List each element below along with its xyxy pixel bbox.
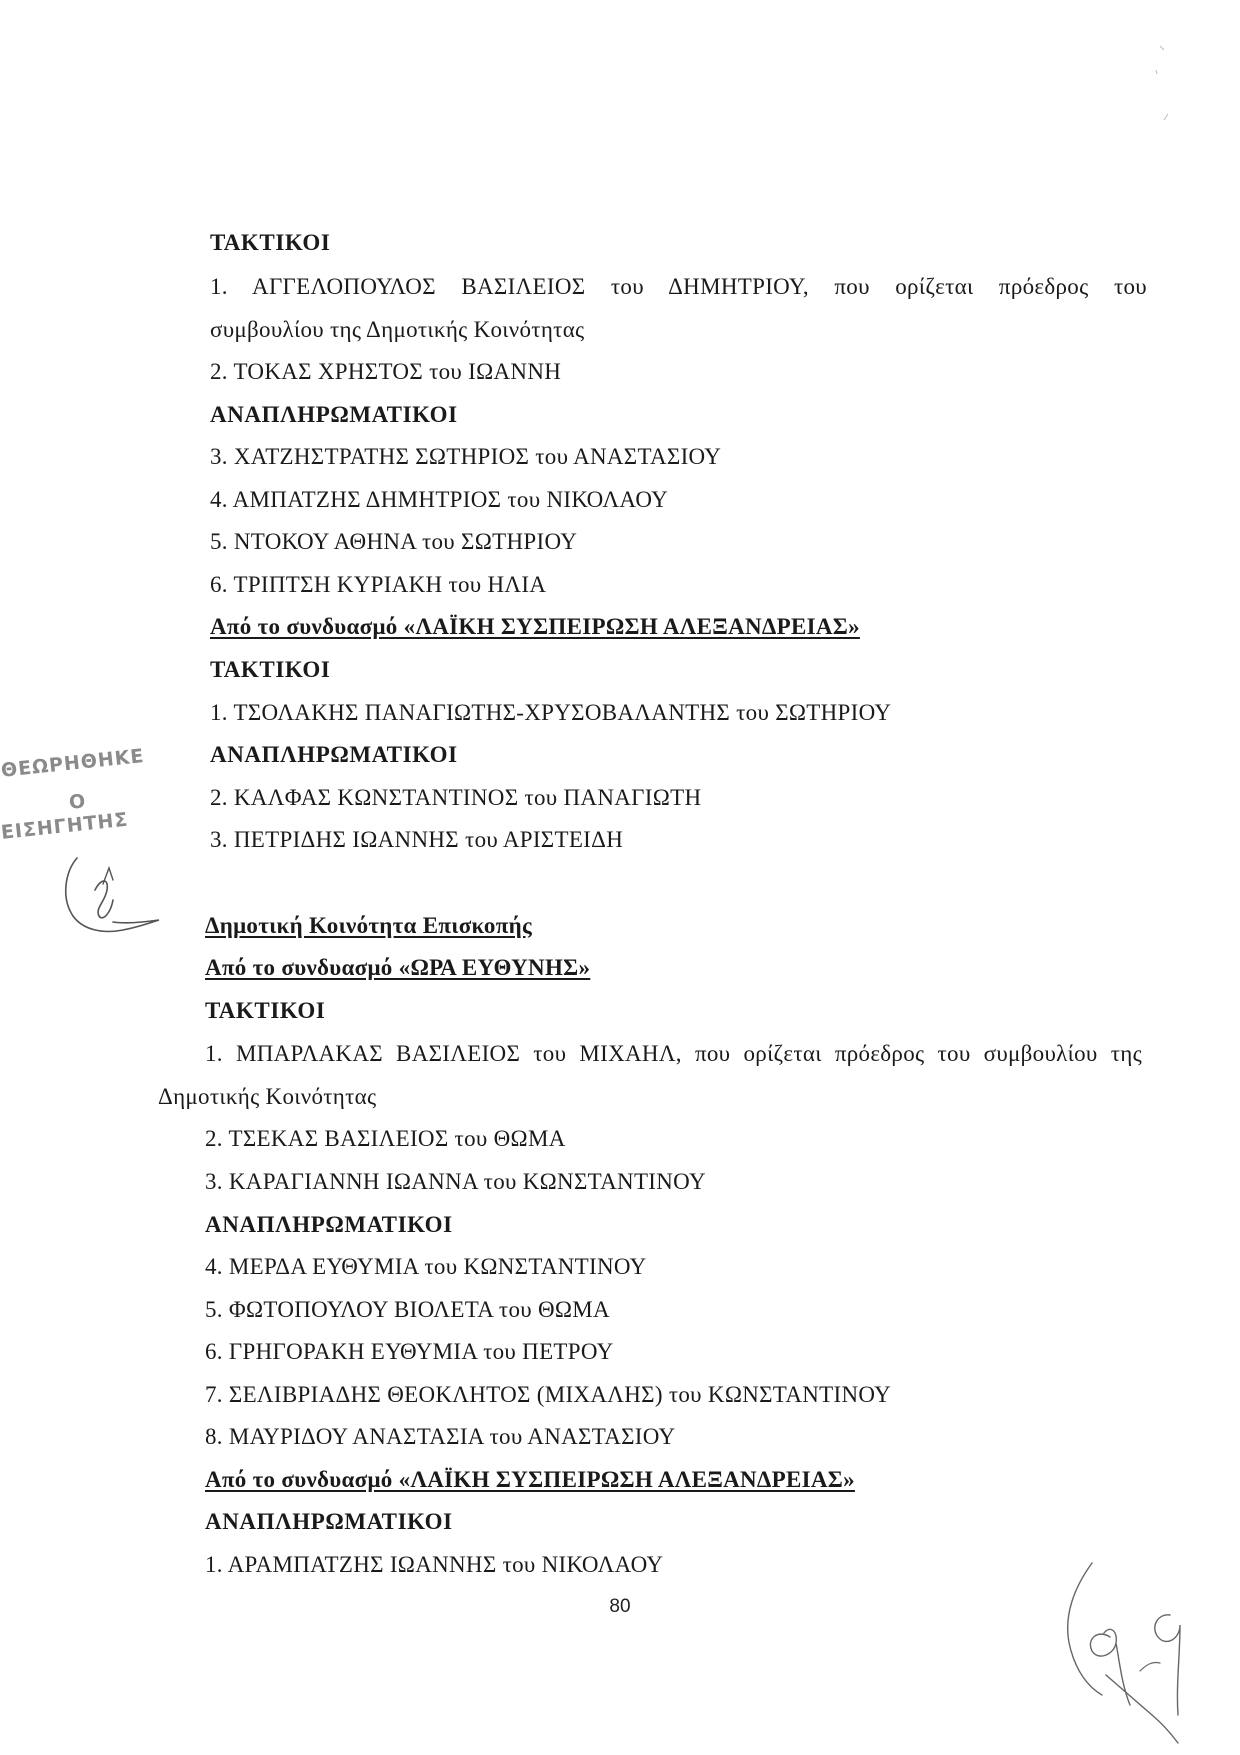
list-item-continuation: Δημοτικής Κοινότητας: [158, 1084, 377, 1109]
list-item: 2. ΚΑΛΦΑΣ ΚΩΝΣΤΑΝΤΙΝΟΣ του ΠΑΝΑΓΙΩΤΗ: [210, 785, 702, 810]
list-item: 3. ΚΑΡΑΓΙΑΝΝΗ ΙΩΑΝΝΑ του ΚΩΝΣΤΑΝΤΙΝΟΥ: [205, 1169, 706, 1194]
community-heading: Δημοτική Κοινότητα Επισκοπής: [205, 913, 532, 938]
scan-marks-icon: [1150, 40, 1180, 130]
list-item: 4. ΑΜΠΑΤΖΗΣ ΔΗΜΗΤΡΙΟΣ του ΝΙΚΟΛΑΟΥ: [210, 487, 669, 512]
list-item: 5. ΦΩΤΟΠΟΥΛΟΥ ΒΙΟΛΕΤΑ του ΘΩΜΑ: [205, 1297, 610, 1322]
list-item-continuation: συμβουλίου της Δημοτικής Κοινότητας: [210, 317, 585, 342]
heading-taktikoi: ΤΑΚΤΙΚΟΙ: [210, 230, 331, 255]
stamp-line-2: Ο: [68, 790, 88, 814]
list-item: 1. ΑΓΓΕΛΟΠΟΥΛΟΣ ΒΑΣΙΛΕΙΟΣ του ΔΗΜΗΤΡΙΟΥ, που ορίζεται πρόεδρος του: [210, 274, 1147, 299]
coalition-heading: Από το συνδυασμό «ΛΑΪΚΗ ΣΥΣΠΕΙΡΩΣΗ ΑΛΕΞΑΝΔΡΕΙΑΣ»: [205, 1467, 855, 1492]
list-item: 8. ΜΑΥΡΙΔΟΥ ΑΝΑΣΤΑΣΙΑ του ΑΝΑΣΤΑΣΙΟΥ: [205, 1424, 676, 1449]
heading-anaplirom: ΑΝΑΠΛΗΡΩΜΑΤΙΚΟΙ: [205, 1509, 453, 1534]
page-number: 80: [609, 1596, 631, 1617]
stamp-line-1: ΘΕΩΡΗΘΗΚΕ: [0, 744, 146, 782]
coalition-heading: Από το συνδυασμό «ΩΡΑ ΕΥΘΥΝΗΣ»: [205, 955, 591, 980]
heading-taktikoi: ΤΑΚΤΙΚΟΙ: [205, 998, 326, 1023]
list-item: 1. ΤΣΟΛΑΚΗΣ ΠΑΝΑΓΙΩΤΗΣ-ΧΡΥΣΟΒΑΛΑΝΤΗΣ του ΣΩΤΗΡΙΟΥ: [210, 700, 892, 725]
heading-taktikoi: ΤΑΚΤΙΚΟΙ: [210, 657, 331, 682]
signature-initial-icon: [55, 850, 165, 940]
list-item: 7. ΣΕΛΙΒΡΙΑΔΗΣ ΘΕΟΚΛΗΤΟΣ (ΜΙΧΑΛΗΣ) του ΚΩΝΣΤΑΝΤΙΝΟΥ: [205, 1382, 892, 1407]
heading-anaplirom: ΑΝΑΠΛΗΡΩΜΑΤΙΚΟΙ: [205, 1212, 453, 1237]
list-item: 2. ΤΣΕΚΑΣ ΒΑΣΙΛΕΙΟΣ του ΘΩΜΑ: [205, 1126, 566, 1151]
list-item: 6. ΓΡΗΓΟΡΑΚΗ ΕΥΘΥΜΙΑ του ΠΕΤΡΟΥ: [205, 1339, 614, 1364]
signature-icon: [1040, 1555, 1230, 1745]
heading-anaplirom: ΑΝΑΠΛΗΡΩΜΑΤΙΚΟΙ: [210, 742, 458, 767]
coalition-heading: Από το συνδυασμό «ΛΑΪΚΗ ΣΥΣΠΕΙΡΩΣΗ ΑΛΕΞΑΝΔΡΕΙΑΣ»: [210, 614, 860, 639]
list-item: 3. ΠΕΤΡΙΔΗΣ ΙΩΑΝΝΗΣ του ΑΡΙΣΤΕΙΔΗ: [210, 827, 624, 852]
list-item: 1. ΑΡΑΜΠΑΤΖΗΣ ΙΩΑΝΝΗΣ του ΝΙΚΟΛΑΟΥ: [205, 1552, 664, 1577]
approval-stamp: [0, 744, 165, 852]
heading-anaplirom: ΑΝΑΠΛΗΡΩΜΑΤΙΚΟΙ: [210, 402, 458, 427]
stamp-line-3: ΕΙΣΗΓΗΤΗΣ: [0, 808, 130, 844]
list-item: 2. ΤΟΚΑΣ ΧΡΗΣΤΟΣ του ΙΩΑΝΝΗ: [210, 359, 562, 384]
list-item: 3. ΧΑΤΖΗΣΤΡΑΤΗΣ ΣΩΤΗΡΙΟΣ του ΑΝΑΣΤΑΣΙΟΥ: [210, 444, 722, 469]
list-item: 1. ΜΠΑΡΛΑΚΑΣ ΒΑΣΙΛΕΙΟΣ του ΜΙΧΑΗΛ, που ορίζεται πρόεδρος του συμβουλίου της: [205, 1041, 1142, 1066]
list-item: 5. ΝΤΟΚΟΥ ΑΘΗΝΑ του ΣΩΤΗΡΙΟΥ: [210, 529, 578, 554]
list-item: 6. ΤΡΙΠΤΣΗ ΚΥΡΙΑΚΗ του ΗΛΙΑ: [210, 572, 547, 597]
list-item: 4. ΜΕΡΔΑ ΕΥΘΥΜΙΑ του ΚΩΝΣΤΑΝΤΙΝΟΥ: [205, 1254, 647, 1279]
